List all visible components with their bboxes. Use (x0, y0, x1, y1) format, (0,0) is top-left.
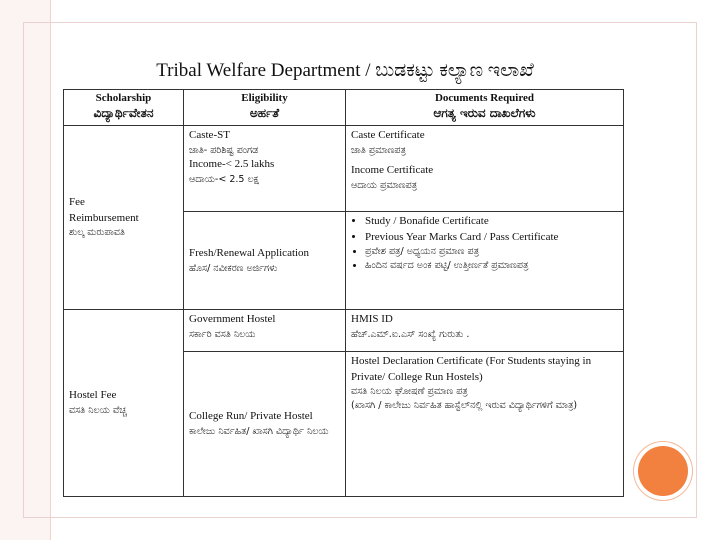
fee-reimbursement-kn: ಶುಲ್ಕ ಮರುಪಾವತಿ (69, 227, 125, 239)
header-eligibility-en: Eligibility (241, 92, 288, 104)
declaration-en: Hostel Declaration Certificate (For Students staying in Private/ College Run Hostels) (351, 355, 592, 383)
declaration-kn: ವಸತಿ ನಿಲಯ ಘೋಷಣೆ ಪ್ರಮಾಣ ಪತ್ರ (351, 386, 468, 398)
list-item: • Previous Year Marks Card / Pass Certificate (365, 230, 618, 246)
govt-hostel-cell (184, 310, 346, 352)
fee-reimbursement-en: Fee Reimbursement (69, 196, 139, 224)
header-eligibility-kn: ಅರ್ಹತೆ (249, 105, 280, 120)
header-eligibility (184, 90, 346, 126)
header-documents (346, 90, 624, 126)
list-item: • ಪ್ರವೇಶ ಪತ್ರ/ ಅಧ್ಯಯನ ಪ್ರಮಾಣ ಪತ್ರ (365, 245, 618, 258)
page-title: Tribal Welfare Department / ಬುಡಕಟ್ಟು ಕಲ್ಯಾಣ ಇಲಾಖೆ (156, 60, 534, 81)
hmis-kn: ಹೆಚ್.ಎಮ್.ಐ.ಎಸ್ ಸಂಖ್ಯೆ ಗುರುತು . (351, 328, 470, 340)
caste-income-docs-cell (346, 126, 624, 212)
application-docs-cell (346, 212, 624, 310)
govt-hostel-en: Government Hostel (189, 313, 276, 325)
caste-kn: ಜಾತಿ- ಪರಿಶಿಷ್ಟ ಪಂಗಡ (189, 144, 259, 156)
fee-reimbursement-cell (64, 126, 184, 310)
header-scholarship-kn: ವಿದ್ಯಾರ್ಥಿವೇತನ (93, 105, 154, 120)
hostel-fee-en: Hostel Fee (69, 389, 117, 402)
application-cell (184, 212, 346, 310)
private-hostel-cell (184, 352, 346, 497)
list-item: • Study / Bonafide Certificate (365, 214, 618, 230)
decorative-orange-circle (638, 446, 688, 496)
table-row (64, 126, 624, 212)
declaration-cell (346, 352, 624, 497)
hmis-en: HMIS ID (351, 313, 393, 325)
application-en: Fresh/Renewal Application (189, 246, 310, 259)
declaration-note-kn: (ಖಾಸಗಿ / ಕಾಲೇಜು ನಿರ್ವಹಿತ ಹಾಸ್ಟೆಲ್‌ನಲ್ಲಿ ಇರುವ ವಿದ್ಯಾರ್ಥಿಗಳಿಗೆ ಮಾತ್ರ) (351, 399, 578, 411)
doc-income-en: Income Certificate (351, 164, 434, 177)
hostel-fee-kn: ವಸತಿ ನಿಲಯ ವೆಚ್ಚ (69, 405, 127, 417)
header-documents-kn: ಆಗತ್ಯ ಇರುವ ದಾಖಲೆಗಳು (433, 105, 536, 120)
govt-hostel-kn: ಸರ್ಕಾರಿ ವಸತಿ ನಿಲಯ (189, 328, 256, 340)
income-en: Income-< 2.5 lakhs (189, 158, 275, 171)
header-scholarship (64, 90, 184, 126)
scholarship-table (63, 89, 624, 497)
doc-caste-en: Caste Certificate (351, 129, 425, 141)
application-kn: ಹೊಸ/ ನವೀಕರಣ ಅರ್ಜಿಗಳು (189, 262, 278, 274)
doc-income-kn: ಆದಾಯ ಪ್ರಮಾಣಪತ್ರ (351, 179, 418, 191)
list-item: • ಹಿಂದಿನ ವರ್ಷದ ಅಂಕ ಪಟ್ಟಿ/ ಉತ್ತೀರ್ಣತೆ ಪ್ರಮಾಣಪತ್ರ (365, 259, 618, 272)
table-row (64, 310, 624, 352)
table-header-row (64, 90, 624, 126)
header-documents-en: Documents Required (434, 92, 535, 104)
hmis-cell (346, 310, 624, 352)
caste-income-cell (184, 126, 346, 212)
doc-caste-kn: ಜಾತಿ ಪ್ರಮಾಣಪತ್ರ (351, 144, 406, 156)
income-kn: ಆದಾಯ-< 2.5 ಲಕ್ಷ (189, 173, 259, 185)
private-hostel-en: College Run/ Private Hostel (189, 410, 313, 423)
caste-en: Caste-ST (189, 129, 230, 141)
header-scholarship-en: Scholarship (95, 92, 152, 104)
private-hostel-kn: ಕಾಲೇಜು ನಿರ್ವಹಿತ/ ಖಾಸಗಿ ವಿದ್ಯಾರ್ಥಿ ನಿಲಯ (189, 426, 329, 438)
hostel-fee-cell (64, 310, 184, 497)
application-docs-list (351, 214, 618, 272)
